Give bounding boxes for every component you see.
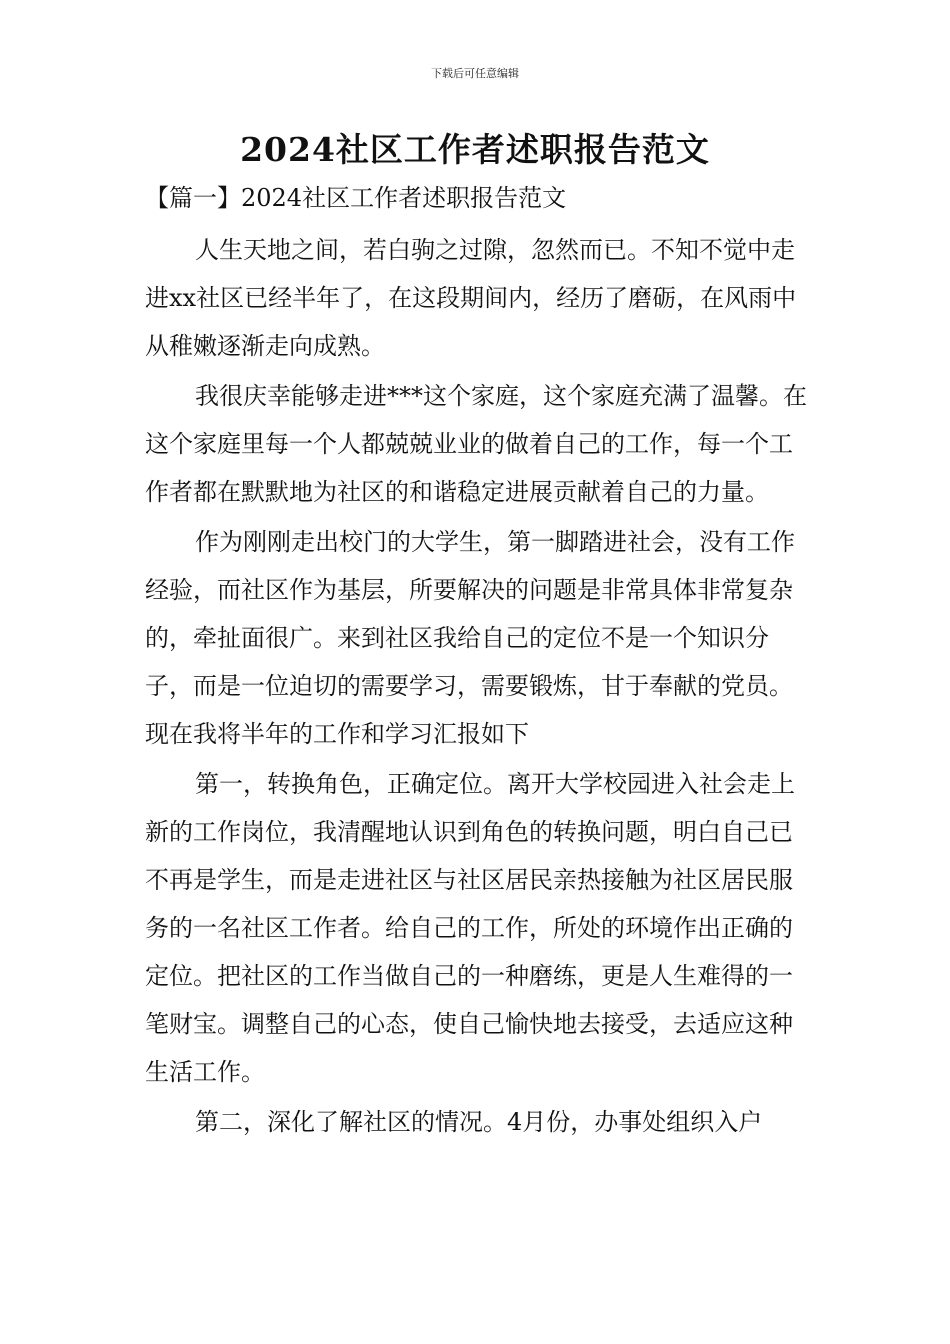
paragraph: 第二，深化了解社区的情况。4月份，办事处组织入户 (195, 1108, 763, 1136)
paragraph: 人生天地之间，若白驹之过隙，忽然而已。不知不觉中走进xx社区已经半年了，在这段期间内，经历了磨砺，在风雨中从稚嫩逐渐走向成熟。 (145, 236, 797, 360)
paragraph: 我很庆幸能够走进***这个家庭，这个家庭充满了温馨。在这个家庭里每一个人都兢兢业业的做着自己的工作，每一个工作者都在默默地为社区的和谐稳定进展贡献着自己的力量。 (145, 382, 807, 506)
paragraph: 第一，转换角色，正确定位。离开大学校园进入社会走上新的工作岗位，我清醒地认识到角色的转换问题，明白自己已不再是学生，而是走进社区与社区居民亲热接触为社区居民服务的一名社区工作者。给自己的工作，所处的环境作出正确的定位。把社区的工作当做自己的一种磨练，更是人生难得的一笔财宝。调整自己的心态，使自己愉快地去接受，去适应这种生活工作。 (145, 770, 795, 1086)
paragraph: 作为刚刚走出校门的大学生，第一脚踏进社会，没有工作经验，而社区作为基层，所要解决的问题是非常具体非常复杂的，牵扯面很广。来到社区我给自己的定位不是一个知识分子，而是一位迫切的需要学习，需要锻炼，甘于奉献的党员。现在我将半年的工作和学习汇报如下 (145, 528, 795, 748)
section-heading: 【篇一】2024社区工作者述职报告范文 (145, 184, 567, 212)
document-body (145, 226, 810, 1148)
header-note: 下载后可任意编辑 (431, 67, 519, 80)
document-title: 2024社区工作者述职报告范文 (240, 130, 710, 169)
